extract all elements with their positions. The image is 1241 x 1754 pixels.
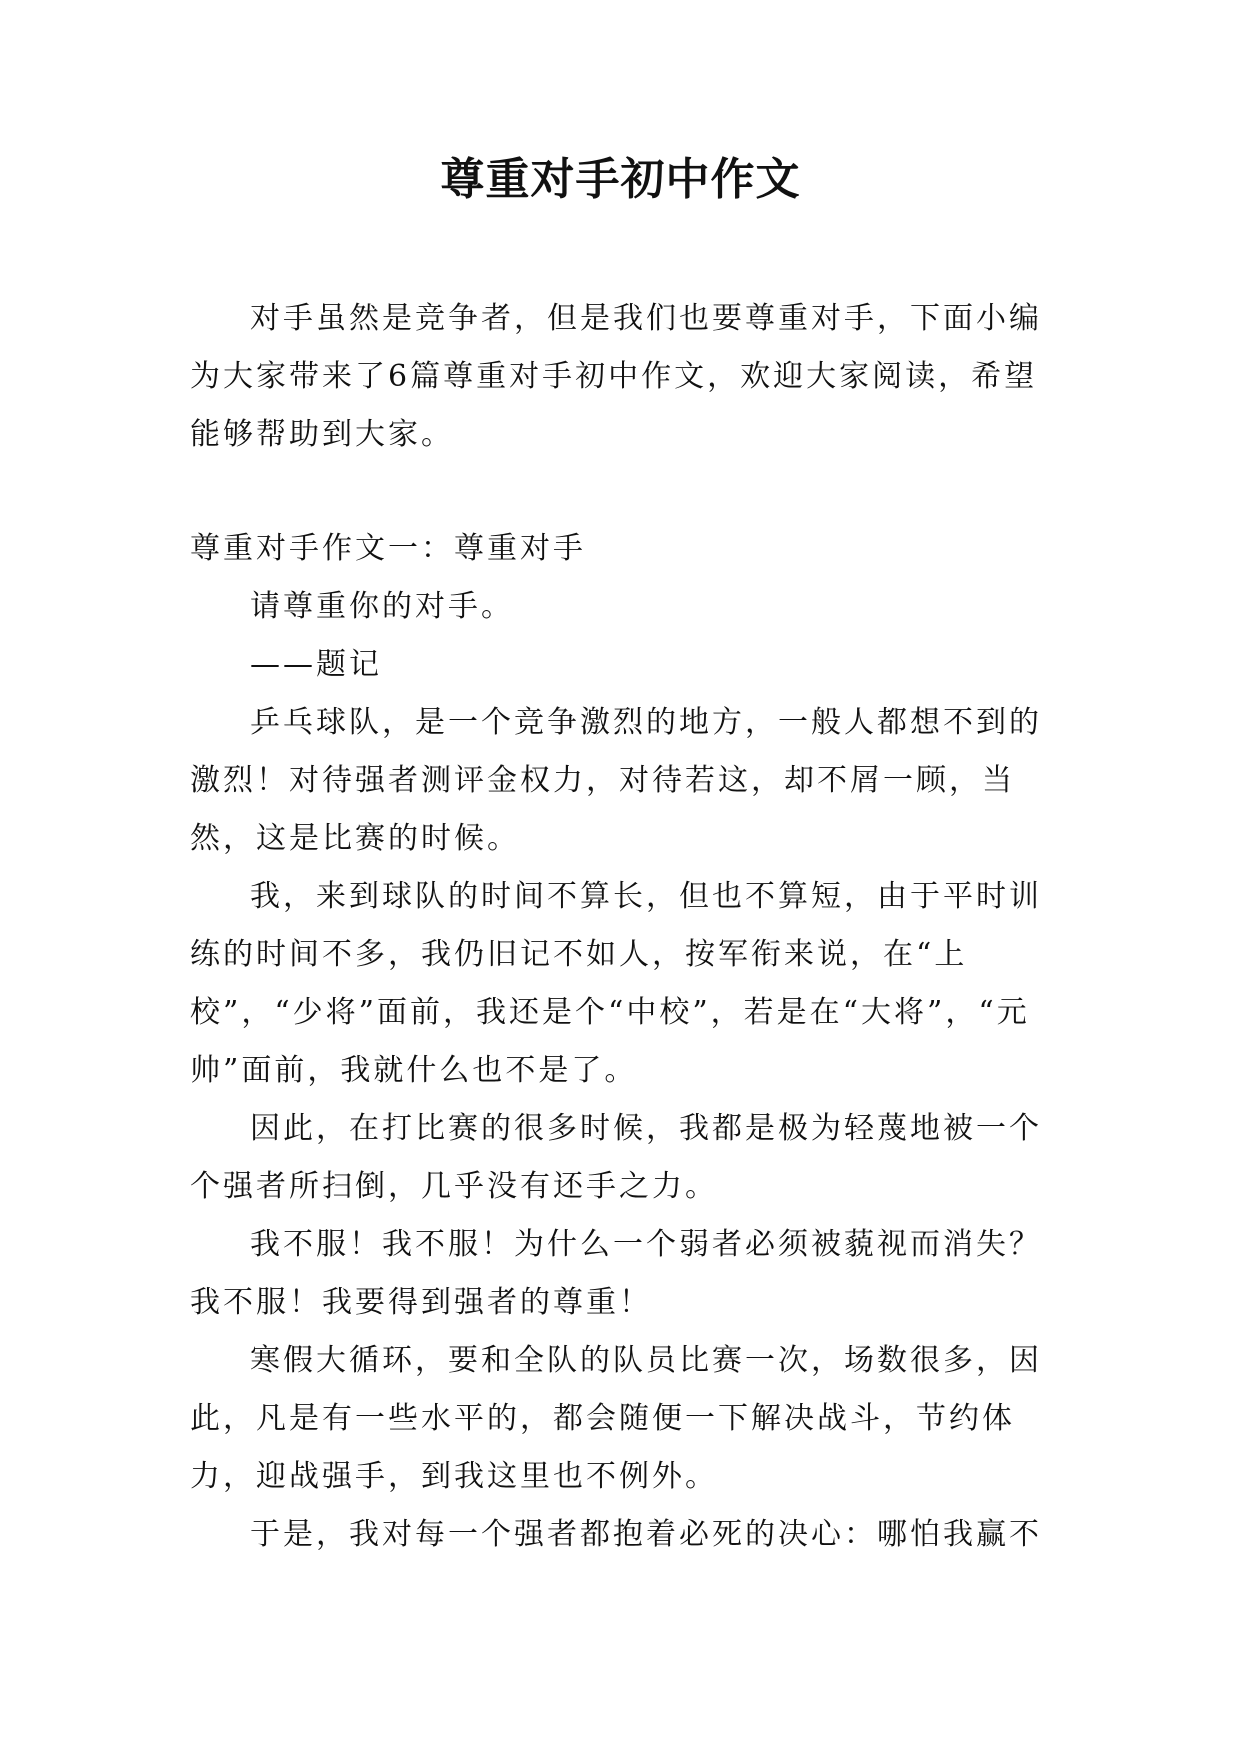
paragraph: 于是，我对每一个强者都抱着必死的决心：哪怕我赢不 [250,1517,1042,1552]
paragraph: 因此，在打比赛的很多时候，我都是极为轻蔑地被一个个强者所扫倒，几乎没有还手之力。 [190,1111,1042,1204]
paragraph: 我不服！我不服！为什么一个弱者必须被藐视而消失？我不服！我要得到强者的尊重！ [190,1227,1042,1320]
essay-content [190,520,1050,1564]
paragraph: 我，来到球队的时间不算长，但也不算短，由于平时训练的时间不多，我仍旧记不如人，按军衔来说，在“上校”，“少将”面前，我还是个“中校”，若是在“大将”，“元帅”面前，我就什么也不是了。 [190,879,1042,1088]
paragraph: 请尊重你的对手。 [250,589,514,624]
paragraph: 乒乓球队，是一个竞争激烈的地方，一般人都想不到的激烈！对待强者测评金权力，对待若这，却不屑一顾，当然，这是比赛的时候。 [190,705,1042,856]
paragraph: 寒假大循环，要和全队的队员比赛一次，场数很多，因此，凡是有一些水平的，都会随便一下解决战斗，节约体力，迎战强手，到我这里也不例外。 [190,1343,1042,1494]
document-title: 尊重对手初中作文 [440,154,801,205]
intro-paragraph: 对手虽然是竞争者，但是我们也要尊重对手，下面小编为大家带来了6篇尊重对手初中作文，欢迎大家阅读，希望能够帮助到大家。 [190,301,1042,452]
paragraph: ——题记 [250,647,382,682]
intro-block [190,290,1050,464]
section-heading: 尊重对手作文一：尊重对手 [190,531,586,566]
